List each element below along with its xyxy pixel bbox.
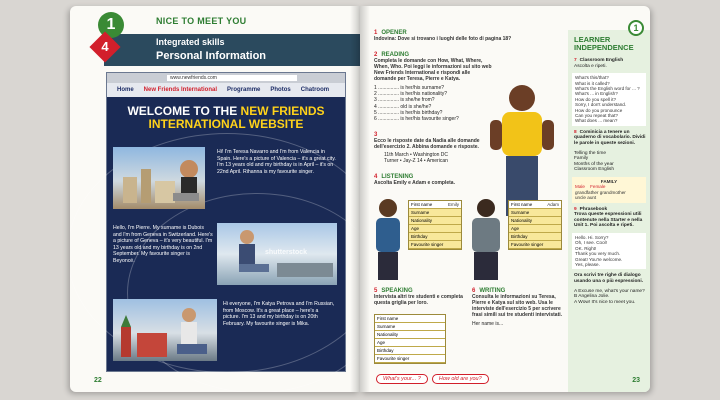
geneva-photo — [217, 223, 337, 285]
card-row: First name Emily — [411, 202, 459, 207]
nav-chatroom: Chatroom — [300, 87, 330, 93]
card-row: Age — [509, 225, 561, 233]
card-row: Birthday — [409, 233, 461, 241]
question-item: 3 ............... is she/he from? — [374, 97, 435, 104]
dialogue: A Excuse me, what's your name? B Angelina Jolie. A Wow! It's nice to meet you. — [574, 288, 645, 305]
section-writing: 6 WRITING Consulta le informazioni su Teresa, Pierre e Katya sul sito web. Usa le interviste dell'esercizio 5 per scrivere frasi simili sui tre studenti intervistati. Her name is... — [472, 288, 563, 327]
section-reading: 2 READING Completa le domande con How, What, Where, When, Who. Poi leggi le informazioni sul sito web New Friends International e rispondi alle domande per Teresa, Pierre e Katya. 1 ............... is her/his surname? 2 ............... is her/his nationality? 3 ............... is she/he from? 4 ............... old is she/he? 5 ............... is her/his birthday? 6 ............... is her/his favourite singer? — [374, 52, 492, 123]
adam-card — [508, 200, 562, 250]
site-nav — [107, 83, 345, 97]
grid-row: First name — [375, 315, 445, 323]
website-mockup — [106, 72, 346, 372]
profile-teresa — [113, 147, 339, 209]
unit-corner-number: 1 — [628, 20, 644, 36]
phrasebook-box: Hello. Hi. Sorry? Oh, I see. Cool! OK. Right! Thank you very much. Great! You're welcome. Yes, please. — [572, 233, 646, 269]
lesson-subtitle: Integrated skills — [156, 37, 225, 47]
classroom-english-box: What's this/that? What is it called? What's the English word for ... ? What's ... in English? How do you spell it? Sorry, I don't understand. How do you pronounce Can you repeat that? What does ... mean? — [572, 73, 646, 126]
watermark: shutterstock — [265, 249, 308, 256]
textbook-spread — [70, 6, 650, 392]
card-row: Nationality — [509, 217, 561, 225]
profile-pierre — [113, 223, 339, 285]
grid-row: Favourite singer — [375, 355, 445, 363]
ex8: 8 Cominicia a tenere un quaderno di vocabolario. Dividi le parole in queste sezioni. — [574, 129, 646, 147]
left-page — [70, 6, 360, 392]
unit-title: NICE TO MEET YOU — [156, 16, 247, 26]
nav-programme: Programme — [227, 87, 261, 93]
learner-title: LEARNER INDEPENDENCE — [574, 35, 634, 52]
question-item: 6 ............... is her/his favourite singer? — [374, 116, 459, 123]
question-item: 4 ............... old is she/he? — [374, 103, 432, 110]
nav-home: Home — [117, 87, 134, 93]
section-listening: 4 LISTENING Ascolta Emily e Adam e completa. — [374, 174, 455, 186]
ex8-sections: Telling the time Family Months of the year Classroom English — [574, 150, 614, 173]
valencia-photo — [113, 147, 205, 209]
unit-number-badge: 1 — [98, 12, 124, 38]
browser-bar — [107, 73, 345, 83]
grid-row: Nationality — [375, 331, 445, 339]
moscow-illustration — [113, 299, 217, 361]
question-item: 2 ............... is her/his nationality? — [374, 91, 448, 98]
right-page-number: 23 — [632, 377, 640, 384]
profile-pierre-text: Hello, I'm Pierre. My surname is Dubois and I'm from Geneva in Switzerland. Here's a picture of Geneva – it's very beautiful. I'm 13 years old and my birthday is on 2nd September. My favourite singer is Beyoncé. — [113, 225, 213, 264]
emily-card — [408, 200, 462, 250]
grid-row: Age — [375, 339, 445, 347]
learner-independence-panel — [568, 30, 650, 392]
lesson-number-badge: 4 — [89, 31, 120, 62]
right-page — [360, 6, 650, 392]
city-illustration — [113, 147, 205, 209]
card-row: Surname — [509, 209, 561, 217]
moscow-photo — [113, 299, 217, 361]
profile-katya — [113, 299, 339, 361]
adam-photo — [466, 196, 506, 280]
profile-teresa-text: Hi! I'm Teresa Navarro and I'm from Valencia in Spain. Here's a picture of Valencia – it's a great city. I'm 13 years old and my birthday is in April – it's on 22nd April. Rihanna is my favourite singer. — [217, 149, 336, 175]
ex7-header: 7 Classroom English Ascolta e ripeti. — [574, 58, 624, 69]
card-row: Favourite singer — [409, 241, 461, 249]
question-item: 5 ............... is her/his birthday? — [374, 109, 443, 116]
card-row: Surname — [409, 209, 461, 217]
section-matching: 3 Ecco le risposte date da Nadia alle domande dell'esercizio 2. Abbina domande e risposte. 11th March • Washington DC Turner • Jay-Z 14 • American — [374, 132, 480, 165]
grid-row: Birthday — [375, 347, 445, 355]
site-title: WELCOME TO THE NEW FRIENDS INTERNATIONAL WEBSITE — [127, 104, 325, 131]
section-opener: 1 OPENER Indovina: Dove si trovano i luoghi delle foto di pagina 18? — [374, 30, 512, 42]
nav-photos: Photos — [270, 87, 291, 93]
grid-row: Surname — [375, 323, 445, 331]
card-row: Birthday — [509, 233, 561, 241]
lesson-title: Personal Information — [156, 50, 267, 62]
card-row: Age — [409, 225, 461, 233]
family-box: FAMILY Male Female grandfather grandmother uncle aunt — [572, 177, 646, 203]
tab-whats-your: What's your... ? — [376, 374, 428, 384]
tab-how-old: How old are you? — [432, 374, 489, 384]
phrase-tabs — [376, 374, 489, 384]
browser-url: www.newfriends.com — [167, 75, 297, 81]
section-speaking: 5 SPEAKING Intervista altri tre studenti e completa questa griglia per loro. — [374, 288, 463, 306]
reading-questions — [374, 85, 492, 122]
profile-katya-text: Hi everyone, I'm Katya Petrova and I'm Russian, from Moscow. It's a great place – here's a picture. I'm 13 and my birthday is on 20th February. My favourite singer is Mika. — [223, 301, 335, 327]
emily-photo — [370, 196, 406, 280]
card-row: Nationality — [409, 217, 461, 225]
ex9: 9 Phrasebook Trova queste espressioni utili contenute nella Starter e nella Unit 1. Poi ascolta e ripeti. — [574, 206, 643, 229]
left-page-number: 22 — [94, 377, 102, 384]
speaking-grid — [374, 314, 446, 364]
card-row: Favourite singer — [509, 241, 561, 249]
card-row: First name Adam — [511, 202, 559, 207]
dialogue-instruction: Ora scrivi tre righe di dialogo usando una o più espressioni. — [574, 273, 644, 285]
book-spine — [350, 6, 370, 392]
question-item: 1 ............... is her/his surname? — [374, 85, 445, 91]
nav-new-friends: New Friends International — [143, 87, 218, 93]
